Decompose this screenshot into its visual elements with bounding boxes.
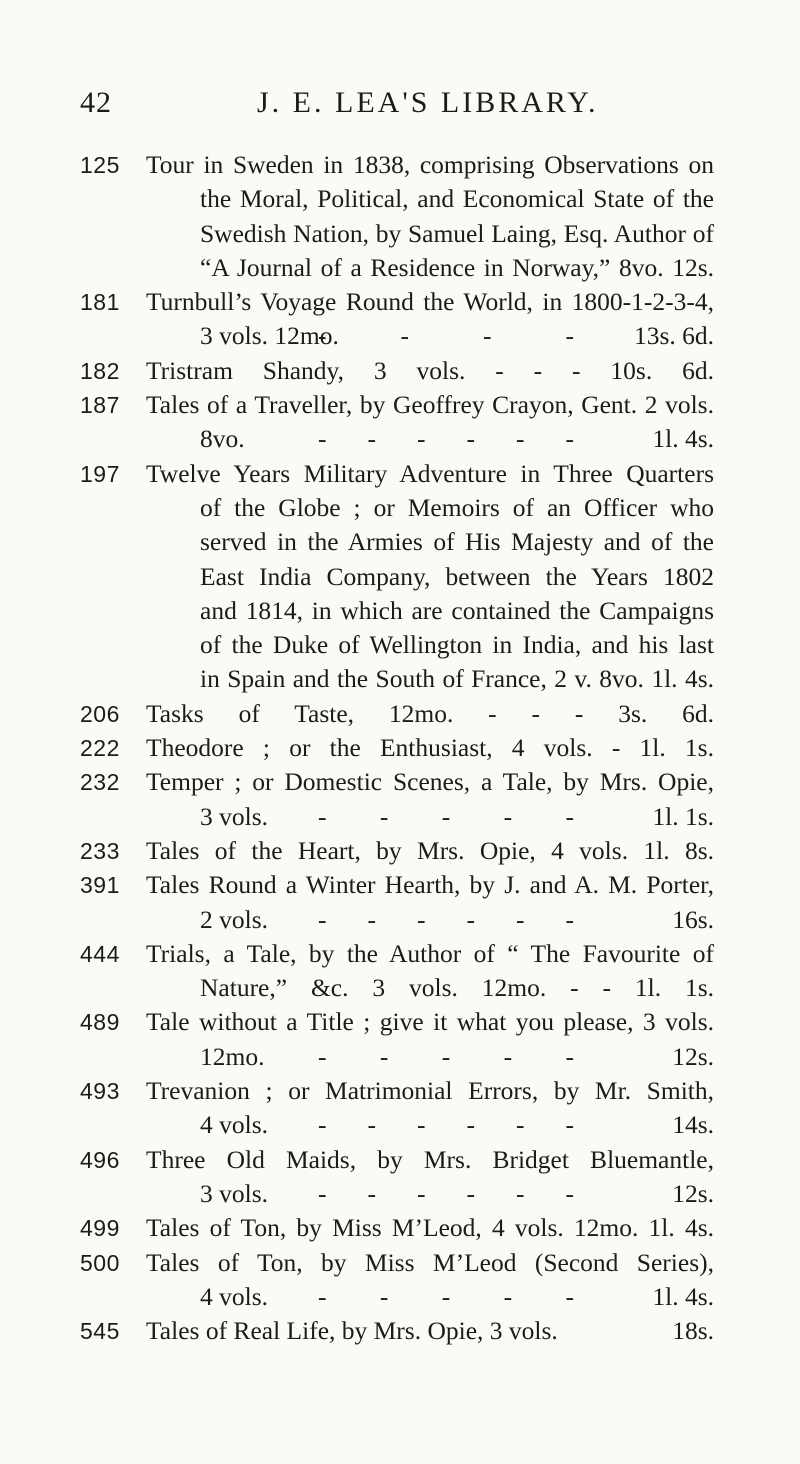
entry-text: Three Old Maids, by Mrs. Bridget Bluemantle, xyxy=(146,1144,714,1174)
entry-number: 493 xyxy=(80,1078,120,1105)
entry-text: Twelve Years Military Adventure in Three Quarters xyxy=(146,458,714,488)
entry-number: 496 xyxy=(80,1146,120,1173)
leader-dashes: - - - - xyxy=(318,321,574,351)
leader-dashes: - - - - - xyxy=(318,1041,574,1071)
entry-text: Tales of Ton, by Miss M’Leod, 4 vols. 12mo. 1l. 4s. xyxy=(146,1213,714,1243)
entry-number: 197 xyxy=(80,460,120,487)
catalogue-entry xyxy=(0,1074,800,1143)
entry-text: Tales of the Heart, by Mrs. Opie, 4 vols. 1l. 8s. xyxy=(146,835,714,865)
entry-price: 1l. 1s. xyxy=(652,801,714,831)
page-number: 42 xyxy=(80,86,112,119)
entry-text: Tristram Shandy, 3 vols. - - - 10s. 6d. xyxy=(146,355,714,385)
entry-line xyxy=(0,594,800,628)
entry-line xyxy=(0,1074,800,1108)
entry-line xyxy=(0,1108,800,1142)
entry-text: and 1814, in which are contained the Campaigns xyxy=(200,595,714,625)
entry-line xyxy=(0,251,800,285)
entry-text: Tales of Ton, by Miss M’Leod (Second Series), xyxy=(146,1247,714,1277)
entry-line xyxy=(0,800,800,834)
running-head xyxy=(0,86,800,126)
entry-text: Nature,” &c. 3 vols. 12mo. - - 1l. 1s. xyxy=(200,973,714,1003)
entry-text: Swedish Nation, by Samuel Laing, Esq. Author of xyxy=(200,218,714,248)
entry-line xyxy=(0,491,800,525)
entry-text: Trials, a Tale, by the Author of “ The Favourite of xyxy=(146,938,714,968)
entry-line xyxy=(0,765,800,799)
entry-number: 545 xyxy=(80,1318,120,1345)
entry-number: 444 xyxy=(80,940,120,967)
catalogue-entry xyxy=(0,1314,800,1348)
entry-line xyxy=(0,560,800,594)
entry-line xyxy=(0,525,800,559)
entry-text: Tale without a Title ; give it what you please, 3 vols. xyxy=(146,1007,714,1037)
entry-description: Tales of Real Life, by Mrs. Opie, 3 vols. xyxy=(146,1316,558,1346)
entry-price: 13s. 6d. xyxy=(633,321,714,351)
catalogue-entry xyxy=(0,731,800,765)
entry-line xyxy=(0,971,800,1005)
entry-text: Tales of a Traveller, by Geoffrey Crayon, Gent. 2 vols. xyxy=(146,390,714,420)
entry-text: Trevanion ; or Matrimonial Errors, by Mr. Smith, xyxy=(146,1076,714,1106)
entry-line xyxy=(0,1005,800,1039)
catalogue-entry xyxy=(0,937,800,1006)
entry-line xyxy=(0,285,800,319)
entry-line xyxy=(0,1177,800,1211)
entry-number: 489 xyxy=(80,1009,120,1036)
catalogue-entry xyxy=(0,148,800,285)
entry-line xyxy=(0,1211,800,1245)
entry-number: 187 xyxy=(80,392,120,419)
entry-text: “A Journal of a Residence in Norway,” 8vo. 12s. xyxy=(200,252,714,282)
entry-price: 1l. 4s. xyxy=(652,1281,714,1311)
leader-dashes: - - - - - - xyxy=(318,424,574,454)
entry-number: 233 xyxy=(80,837,120,864)
entry-text: the Moral, Political, and Economical State of the xyxy=(200,184,714,214)
leader-dashes: - - - - - - xyxy=(318,1110,574,1140)
catalogue-entry xyxy=(0,868,800,937)
entry-text: served in the Armies of His Majesty and of the xyxy=(200,527,714,557)
entry-number: 499 xyxy=(80,1215,120,1242)
catalogue-entry xyxy=(0,457,800,697)
entry-line xyxy=(0,1280,800,1314)
entry-price: 1l. 4s. xyxy=(652,424,714,454)
catalogue-entry xyxy=(0,834,800,868)
leader-dashes: - - - - - xyxy=(318,801,574,831)
running-title: J. E. LEA'S LIBRARY. xyxy=(257,86,599,119)
entry-number: 222 xyxy=(80,735,120,762)
entry-format: 3 vols. xyxy=(200,801,269,831)
entry-text: in Spain and the South of France, 2 v. 8vo. 1l. 4s. xyxy=(200,664,714,694)
catalogue-entry xyxy=(0,1211,800,1245)
entry-number: 232 xyxy=(80,769,120,796)
entry-text: Tour in Sweden in 1838, comprising Observations on xyxy=(146,150,714,179)
entry-line xyxy=(0,388,800,422)
entry-price: 12s. xyxy=(672,1041,714,1071)
entry-number: 391 xyxy=(80,872,120,899)
leader-dashes: - - - - - - xyxy=(318,904,574,934)
entry-line xyxy=(0,697,800,731)
entry-format: 2 vols. xyxy=(200,904,269,934)
leader-dashes: - - - - - xyxy=(318,1281,574,1311)
entry-line xyxy=(0,903,800,937)
entry-line xyxy=(0,834,800,868)
entry-number: 500 xyxy=(80,1249,120,1276)
entry-number: 182 xyxy=(80,357,120,384)
entry-line xyxy=(0,182,800,216)
catalogue-entry xyxy=(0,697,800,731)
entry-line xyxy=(0,1314,800,1348)
entry-line xyxy=(0,217,800,251)
entry-format: 8vo. xyxy=(200,424,245,454)
entry-line xyxy=(0,319,800,353)
entry-format: 4 vols. xyxy=(200,1110,269,1140)
entry-text: Tales Round a Winter Hearth, by J. and A. M. Porter, xyxy=(146,870,714,900)
catalogue-entry xyxy=(0,1143,800,1212)
entry-format: 3 vols. 12mo. xyxy=(200,321,339,351)
entry-text: Temper ; or Domestic Scenes, a Tale, by Mrs. Opie, xyxy=(146,767,714,797)
catalogue-entry xyxy=(0,1005,800,1074)
entry-line xyxy=(0,1143,800,1177)
entry-price: 12s. xyxy=(672,1178,714,1208)
entry-text: of the Duke of Wellington in India, and his last xyxy=(200,630,714,660)
catalogue-entry xyxy=(0,388,800,457)
entry-format: 3 vols. xyxy=(200,1178,269,1208)
catalogue-entry xyxy=(0,1246,800,1315)
entry-line xyxy=(0,731,800,765)
entry-line xyxy=(0,937,800,971)
entry-line xyxy=(0,868,800,902)
catalogue-entry xyxy=(0,285,800,354)
entry-text: of the Globe ; or Memoirs of an Officer who xyxy=(200,492,714,522)
entry-line xyxy=(0,422,800,456)
catalogue-entry xyxy=(0,354,800,388)
entry-line xyxy=(0,148,800,182)
entry-text: East India Company, between the Years 1802 xyxy=(200,561,714,591)
entry-text: Theodore ; or the Enthusiast, 4 vols. - 1l. 1s. xyxy=(146,733,714,763)
catalogue-entries xyxy=(0,148,800,1348)
entry-format: 12mo. xyxy=(200,1041,265,1071)
entry-line xyxy=(0,1040,800,1074)
entry-text: Tasks of Taste, 12mo. - - - 3s. 6d. xyxy=(146,698,714,728)
entry-line xyxy=(0,354,800,388)
entry-price: 16s. xyxy=(672,904,714,934)
entry-price: 14s. xyxy=(672,1110,714,1140)
entry-number: 206 xyxy=(80,700,120,727)
entry-line xyxy=(0,662,800,696)
entry-number: 125 xyxy=(80,152,120,178)
entry-price: 18s. xyxy=(672,1316,714,1346)
leader-dashes: - - - - - - xyxy=(318,1178,574,1208)
entry-format: 4 vols. xyxy=(200,1281,269,1311)
entry-text: Turnbull’s Voyage Round the World, in 1800-1-2-3-4, xyxy=(146,287,714,317)
entry-line xyxy=(0,1246,800,1280)
entry-line xyxy=(0,457,800,491)
catalogue-entry xyxy=(0,765,800,834)
entry-number: 181 xyxy=(80,289,120,316)
entry-line xyxy=(0,628,800,662)
